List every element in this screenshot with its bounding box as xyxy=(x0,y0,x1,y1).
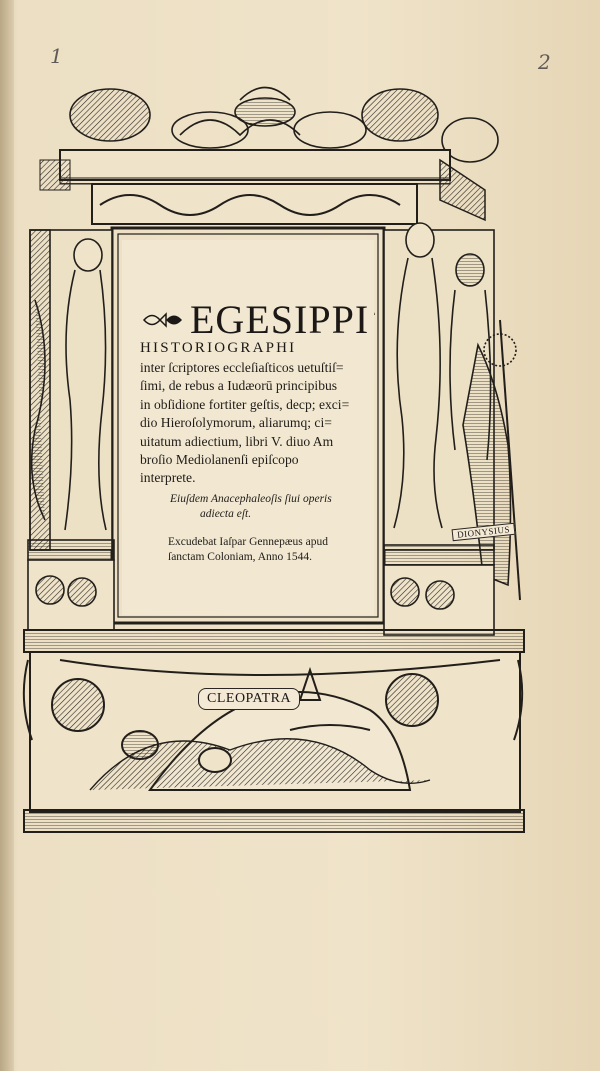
note-line: Eiuſdem Anacephaleoſis ſiui operis xyxy=(170,493,332,505)
right-figures xyxy=(384,223,520,635)
entablature xyxy=(60,150,450,180)
title-line: inter ſcriptores eccleſiaſticos uetuſtiſ= xyxy=(140,360,344,375)
pencil-page-number-right: 2 xyxy=(538,50,551,74)
pedestal-cleopatra-scene xyxy=(24,630,524,832)
title-description xyxy=(140,359,372,488)
right-medallion-portrait xyxy=(386,674,438,726)
title-line: uitatum adiectium, libri V. diuo Am xyxy=(140,433,334,449)
title-main: EGESIPPI xyxy=(190,297,370,342)
left-medallion-portrait xyxy=(52,679,104,731)
dionysius-label: DIONYSIUS xyxy=(452,523,516,542)
fish-ornament-icon xyxy=(142,310,186,330)
title-line: in obſidione fortiter geſtis, decp; exci= xyxy=(140,396,350,412)
title-subtitle: HISTORIOGRAPHI xyxy=(140,340,297,356)
title-line: interprete. xyxy=(140,470,196,486)
imprint-line: ſanctam Coloniam, Anno 1544. xyxy=(168,551,313,563)
cleopatra-label: CLEOPATRA xyxy=(198,688,300,710)
imprint xyxy=(168,535,368,565)
title-line: broſio Mediolanenſi epiſcopo xyxy=(140,452,299,468)
imprint-line: Excudebat Iaſpar Gennepæus apud xyxy=(168,536,328,548)
title-line: dio Hieroſolymorum, aliarumq; ci= xyxy=(140,415,332,431)
pencil-page-number-left: 1 xyxy=(50,44,63,68)
anacephaleosis-note xyxy=(170,492,350,522)
note-line: adiecta eſt. xyxy=(200,508,252,520)
title-line: ſimi, de rebus a Iudæorū principibus xyxy=(140,378,338,394)
left-caryatid-figure xyxy=(28,230,114,630)
